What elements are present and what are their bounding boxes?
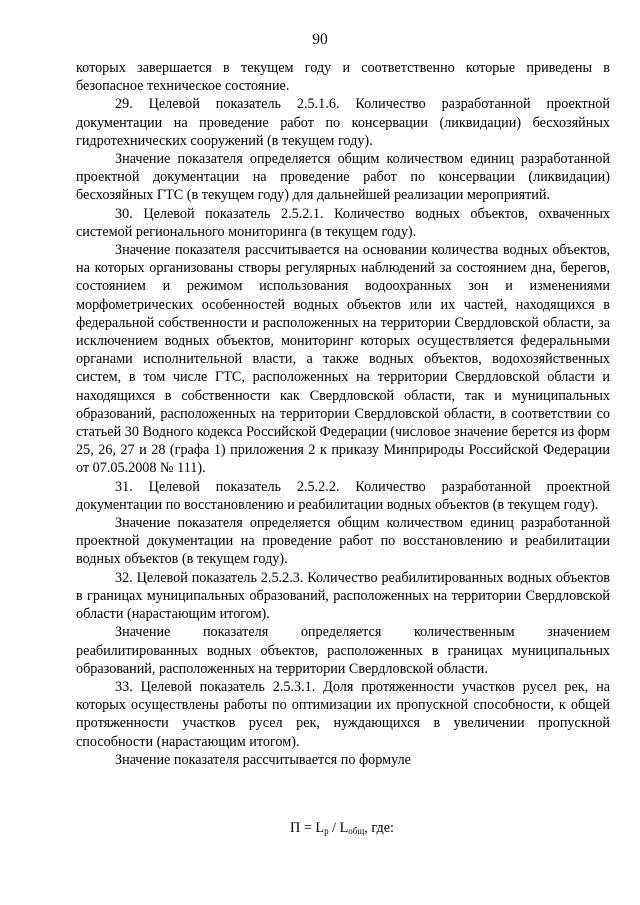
formula (0, 819, 640, 837)
document-body (76, 59, 610, 769)
paragraph-indicator-29: 29. Целевой показатель 2.5.1.6. Количество разработанной проектной документации на проведение работ по консервации (ликвидации) бесхозяйных гидротехнических сооружений (в текущем году). (76, 96, 610, 149)
paragraph-indicator-30-value: Значение показателя рассчитывается на основании количества водных объектов, на которых организованы створы регулярных наблюдений за состоянием дна, берегов, состоянием и режимом использования водоохранных зон и изменениями морфометрических особенностей водных объектов или их частей, находящихся в федеральной собственности и расположенных на территории Свердловской области, за исключением водных объектов, мониторинг которых осуществляется федеральными органами исполнительной власти, а также водных объектов, водохозяйственных систем, в том числе ГТС, расположенных на территории Свердловской области и находящихся в собственности как Свердловской области, так и муниципальных образований, расположенных на территории Свердловской области, в соответствии со статьей 30 Водного кодекса Российской Федерации (числовое значение берется из форм 25, 26, 27 и 28 (графа 1) приложения 2 к приказу Минприроды Российской Федерации от 07.05.2008 № 111). (76, 242, 610, 477)
paragraph-indicator-32: 32. Целевой показатель 2.5.2.3. Количество реабилитированных водных объектов в границах муниципальных образований, расположенных на территории Свердловской области (нарастающим итогом). (76, 569, 610, 623)
formula-subscript-p: р (324, 826, 329, 836)
paragraph-continuation: которых завершается в текущем году и соответственно которые приведены в безопасное техническое состояние. (76, 60, 610, 95)
formula-lhs: П = L (290, 820, 325, 836)
formula-divisor: / L (328, 820, 349, 836)
page-number: 90 (312, 31, 328, 48)
paragraph-indicator-29-value: Значение показателя определяется общим количеством единиц разработанной проектной документации на проведение работ по консервации (ликвидации) бесхозяйных ГТС (в текущем году) для дальнейшей реализации мероприятий. (76, 151, 610, 204)
paragraph-formula-intro: Значение показателя рассчитывается по формуле (115, 751, 411, 768)
paragraph-indicator-33: 33. Целевой показатель 2.5.3.1. Доля протяженности участков русел рек, на которых осуществлены работы по оптимизации их пропускной способности, к общей протяженности участков русел рек, нуждающихся в увеличении пропускной способности (нарастающим итогом). (76, 678, 610, 750)
paragraph-indicator-30: 30. Целевой показатель 2.5.2.1. Количество водных объектов, охваченных системой регионального мониторинга (в текущем году). (76, 205, 610, 240)
paragraph-indicator-32-value: Значение показателя определяется количественным значением реабилитированных водных объектов, расположенных в границах муниципальных образований, расположенных на территории Свердловской области. (76, 624, 610, 677)
paragraph-indicator-31: 31. Целевой показатель 2.5.2.2. Количество разработанной проектной документации по восстановлению и реабилитации водных объектов (в текущем году). (76, 478, 610, 513)
formula-subscript-total: общ (348, 826, 365, 836)
formula-tail: , где: (364, 820, 394, 836)
paragraph-indicator-31-value: Значение показателя определяется общим количеством единиц разработанной проектной документации на проведение работ по восстановлению и реабилитации водных объектов (в текущем году). (76, 515, 610, 568)
